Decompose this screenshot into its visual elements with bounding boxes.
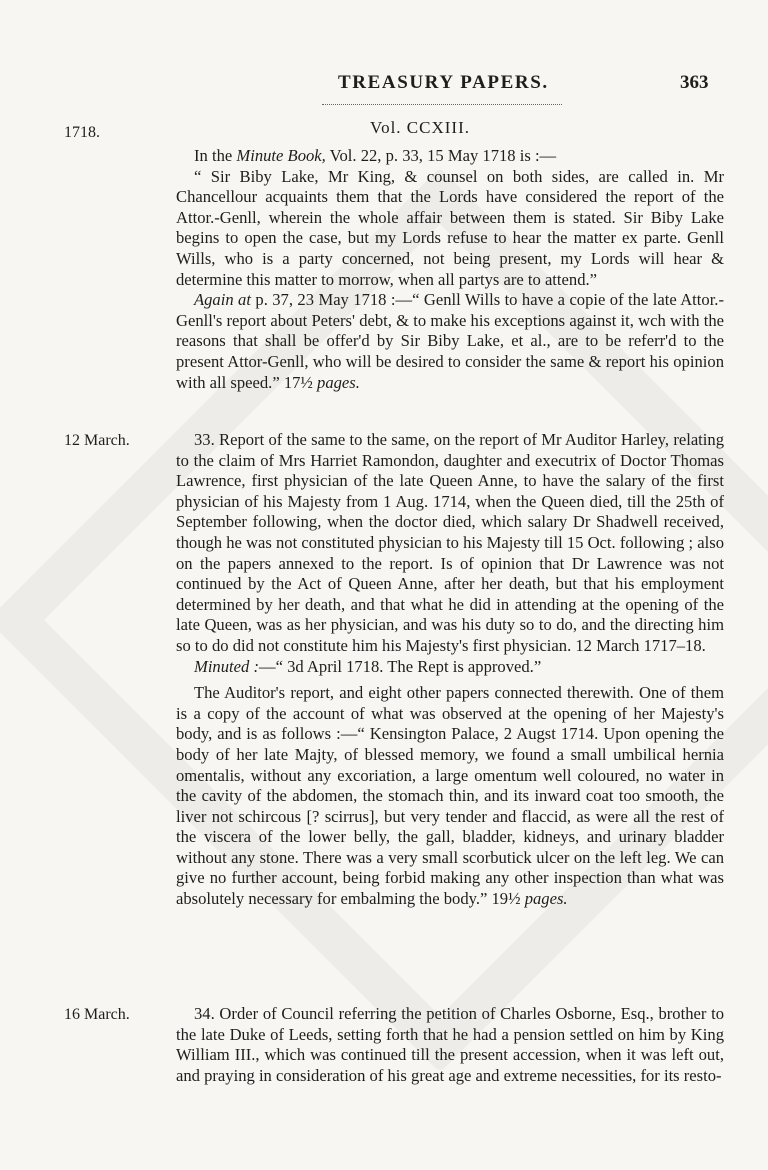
intro-rest: Vol. 22, p. 33, 15 May 1718 is :— [325,146,557,165]
volume-heading: Vol. CCXIII. [370,118,470,137]
minute-book-block [176,146,724,393]
minute-book-intro [176,146,724,167]
entry-33 [176,430,724,910]
margin-year: 1718. [64,124,100,141]
entry-33-minuted [176,657,724,678]
pages-italic: pages. [317,372,360,392]
entry-34-text: 34. Order of Council referring the petition of Charles Osborne, Esq., brother to the late Duke of Leeds, setting forth that he had a pension settled on him by King William III., which was continued till the present accession, when it was left out, and praying in consideration of his great age and extreme necessities, for its resto- [176,1004,724,1085]
auditor-text: The Auditor's report, and eight other papers connected therewith. One of them is a copy of the account of what was observed at the opening of her Majesty's body, and is as follows :—“ Kensington Palace, 2 Augst 1714. Upon opening the body of her late Majty, of blessed memory, we found a small umbilical hernia omentalis, without any excoriation, a large omentum well coloured, no water in the cavity of the abdomen, the stomach thin, and its inward coat too smooth, the liver not schircous [? scirrus], but very tender and flaccid, as were all the rest of the viscera of the lower belly, the gall, bladder, kidneys, and urinary bladder without any stone. There was a very small scorbutick ulcer on the left leg. We can give no further account, being forbid making any other inspection than what was absolutely necessary for embalming the body.” 19½ [176,683,724,909]
minute-quote-2 [176,290,724,393]
intro-text: In the [194,146,237,165]
minute-quote-1: “ Sir Biby Lake, Mr King, & counsel on both sides, are called in. Mr Chancellour acquaints them that the Lords have considered the report of the Attor.-Genll, wherein the whole affair between them is stated. Sir Biby Lake begins to open the case, but my Lords refuse to hear the matter ex parte. Genll Wills, who is a party concerned, not being present, my Lords will hear & determine this matter to morrow, when all partys are to attend.” [176,166,724,289]
again-italic: Again at [194,290,251,310]
page-title: TREASURY PAPERS. [338,72,549,93]
entry-33-auditor [176,683,724,910]
minuted-text: —“ 3d April 1718. The Rept is approved.” [258,656,542,676]
running-head [0,72,768,102]
entry-33-text: 33. Report of the same to the same, on the report of Mr Auditor Harley, relating to the claim of Mrs Harriet Ramondon, daughter and executrix of Doctor Thomas Lawrence, first physician of the late Queen Anne, to have the salary of the first physician of his Majesty from 1 Aug. 1714, when the Queen died, till the 25th of September following, when the doctor died, which salary Dr Shadwell received, though he was not constituted physician to his Majesty till 15 Oct. following ; also on the papers annexed to the report. Is of opinion that Dr Lawrence was not continued by the Act of Queen Anne, after her death, but that his employment determined by her death, and that what he did in attending at the opening of the late Queen, was as her physician, and was his duty so to do, and the directing him so to do did not constitute him his Majesty's first physician. 12 March 1717–18. [176,430,724,655]
auditor-pages-italic: pages. [524,889,568,909]
margin-date-16-march: 16 March. [64,1006,130,1023]
entry-34 [176,1004,724,1086]
margin-date-12-march: 12 March. [64,432,130,449]
page-number: 363 [680,72,709,93]
again-text: p. 37, 23 May 1718 :—“ Genll Wills to have a copie of the late Attor.-Genll's report about Peters' debt, & to make his exceptions against it, wch with the reasons that shall be offer'd by Sir Biby Lake, et al., are to be referr'd to the present Attor-Genll, who will be desired to consider the same & report his opinion with all speed.” 17½ [176,290,724,392]
intro-italic: Minute Book, [236,146,326,165]
header-divider [322,104,562,105]
minuted-italic: Minuted : [194,656,259,676]
